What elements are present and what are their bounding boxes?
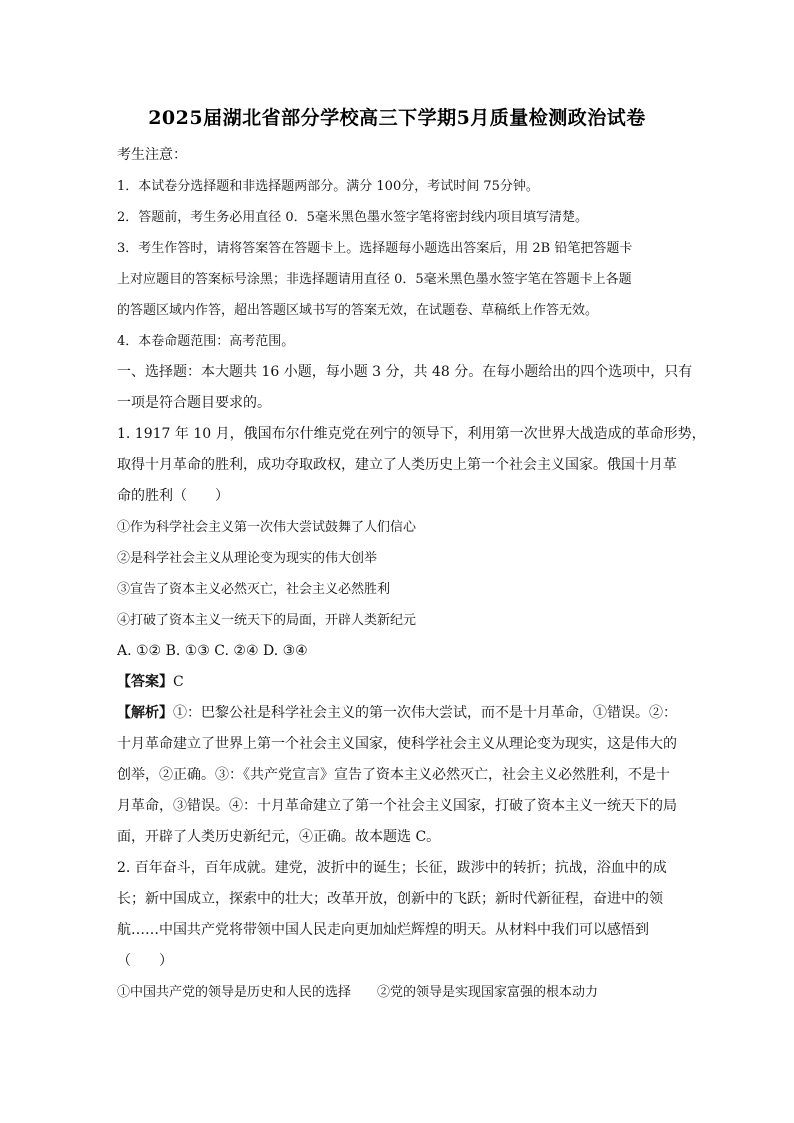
document-body <box>117 140 706 1008</box>
notice-line: 3．考生作答时，请将答案答在答题卡上。选择题每小题选出答案后，用 2B 铅笔把答题卡 <box>117 241 633 256</box>
notice-line: 上对应题目的答案标号涂黑；非选择题请用直径 0．5毫米黑色墨水签字笔在答题卡上各题 <box>117 272 632 287</box>
question-2-option: ②党的领导是实现国家富强的根本动力 <box>377 985 599 1000</box>
question-1-analysis: 十月革命建立了世界上第一个社会主义国家，使科学社会主义从理论变为现实，这是伟大的 <box>117 736 677 752</box>
question-2-stem: （ ） <box>117 953 173 969</box>
question-1-analysis: 月革命，③错误。④：十月革命建立了第一个社会主义国家，打破了资本主义一统天下的局 <box>117 798 677 814</box>
answer-value: C <box>173 674 184 690</box>
question-2-stem: 航……中国共产党将带领中国人民走向更加灿烂辉煌的明天。从材料中我们可以感悟到 <box>117 922 649 938</box>
question-1-analysis: 面，开辟了人类历史新纪元，④正确。故本题选 C。 <box>117 829 441 845</box>
question-1-answer <box>117 667 683 698</box>
question-2-stem: 2. 百年奋斗，百年成就。建党，波折中的诞生；长征，跋涉中的转折；抗战，浴血中的成 <box>117 860 667 876</box>
answer-label: 【答案】 <box>117 674 173 690</box>
page-title: 2025届湖北省部分学校高三下学期5月质量检测政治试卷 <box>148 107 646 129</box>
notice-line: 4．本卷命题范围：高考范围。 <box>117 334 295 349</box>
question-1-option: ②是科学社会主义从理论变为现实的伟大创举 <box>117 551 378 566</box>
notice-heading: 考生注意： <box>117 147 187 163</box>
question-2-option: ①中国共产党的领导是历史和人民的选择 <box>117 985 352 1000</box>
question-1-analysis <box>117 698 683 729</box>
notice-line: 2．答题前，考生务必用直径 0．5毫米黑色墨水签字笔将密封线内项目填写清楚。 <box>117 210 588 225</box>
question-1-option: ①作为科学社会主义第一次伟大尝试鼓舞了人们信心 <box>117 520 417 535</box>
question-1-option: ④打破了资本主义一统天下的局面，开辟人类新纪元 <box>117 613 417 628</box>
notice-line: 1．本试卷分选择题和非选择题两部分。满分 100分，考试时间 75分钟。 <box>117 179 539 194</box>
section-instruction: 一、选择题：本大题共 16 小题，每小题 3 分，共 48 分。在每小题给出的四个选项中，只有 <box>117 364 693 380</box>
notice-line: 的答题区域内作答，超出答题区域书写的答案无效，在试题卷、草稿纸上作答无效。 <box>117 303 599 318</box>
question-1-analysis: 创举，②正确。③：《共产党宣言》宣告了资本主义必然灭亡，社会主义必然胜利，不是十 <box>117 767 670 783</box>
question-1-stem: 1. 1917 年 10 月，俄国布尔什维克党在列宁的领导下，利用第一次世界大战造成的革命形势， <box>117 426 706 442</box>
section-instruction: 一项是符合题目要求的。 <box>117 395 271 411</box>
question-1-choices: A. ①② B. ①③ C. ②④ D. ③④ <box>117 643 308 659</box>
question-2-stem: 长；新中国成立，探索中的壮大；改革开放，创新中的飞跃；新时代新征程，奋进中的领 <box>117 891 663 907</box>
question-1-option: ③宣告了资本主义必然灭亡，社会主义必然胜利 <box>117 582 391 597</box>
analysis-label: 【解析】 <box>117 705 173 721</box>
question-1-stem: 命的胜利（ ） <box>117 488 229 504</box>
analysis-text: ①：巴黎公社是科学社会主义的第一次伟大尝试，而不是十月革命，①错误。②： <box>173 705 677 721</box>
question-2-options <box>117 977 683 1008</box>
question-1-stem: 取得十月革命的胜利，成功夺取政权，建立了人类历史上第一个社会主义国家。俄国十月革 <box>117 457 677 473</box>
